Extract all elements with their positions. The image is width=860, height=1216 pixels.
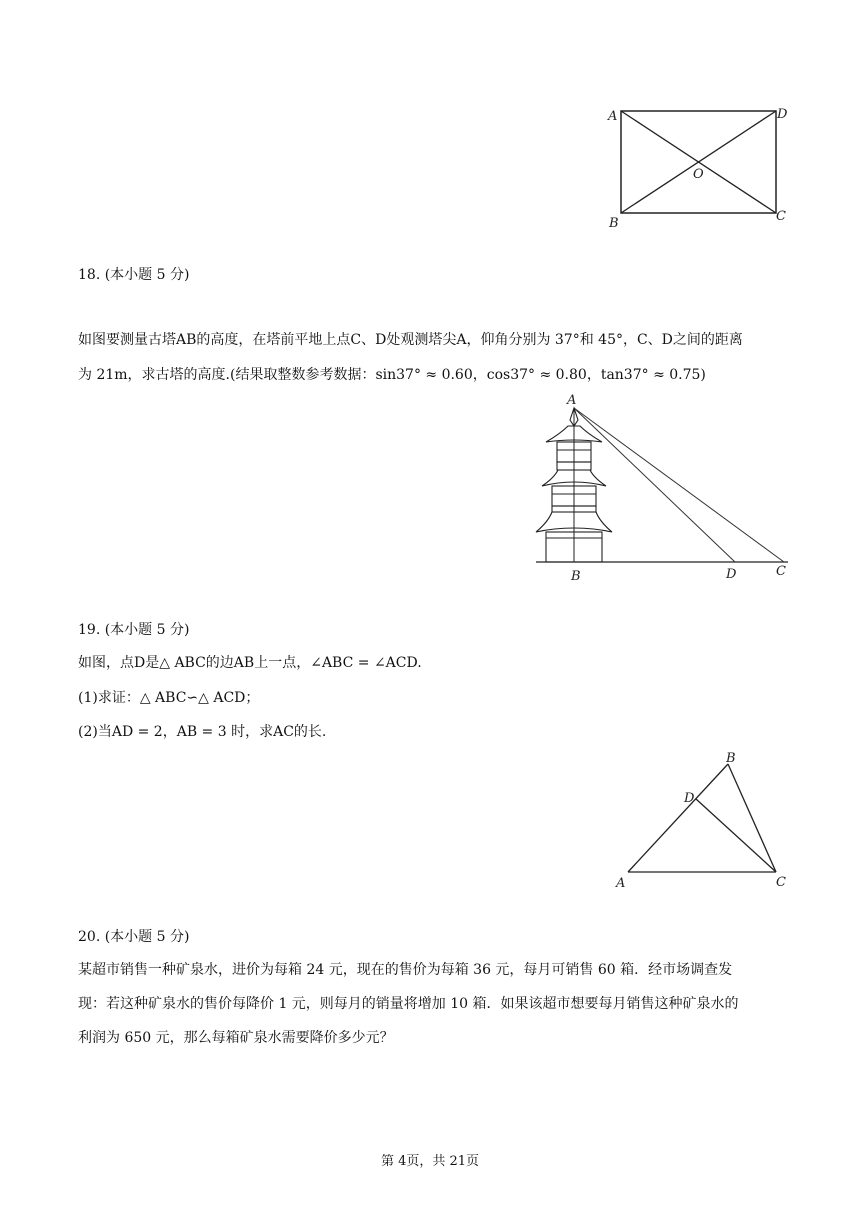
- label-c: C: [776, 209, 786, 224]
- label-o: O: [693, 167, 704, 182]
- segment-cd: [696, 799, 776, 872]
- q20-text-line2: 现：若这种矿泉水的售价每降价 1 元，则每月的销量将增加 10 箱．如果该超市想要每月销售这种矿泉水的: [78, 996, 739, 1012]
- q19-header: 19. (本小题 5 分): [78, 622, 190, 638]
- q18-text-line1: 如图要测量古塔AB的高度，在塔前平地上点C、D处观测塔尖A，仰角分别为 37°和 45°，C、D之间的距离: [78, 332, 743, 348]
- label-b: B: [726, 751, 736, 766]
- label-c: C: [776, 875, 786, 890]
- label-d: D: [777, 107, 788, 122]
- label-d: D: [726, 567, 737, 582]
- label-c: C: [776, 564, 786, 579]
- label-b: B: [609, 216, 619, 231]
- q19-text-line1: 如图，点D是△ ABC的边AB上一点，∠ABC = ∠ACD.: [78, 655, 422, 671]
- label-b: B: [571, 569, 581, 584]
- page-footer: 第 4页，共 21页: [380, 1154, 480, 1169]
- sight-line-ad: [574, 408, 735, 562]
- q19-part1: (1)求证：△ ABC∽△ ACD；: [78, 690, 260, 706]
- q20-text-line1: 某超市销售一种矿泉水，进价为每箱 24 元，现在的售价为每箱 36 元，每月可销售 60 箱．经市场调查发: [78, 962, 733, 978]
- label-a: A: [608, 109, 618, 124]
- q20-text-line3: 利润为 650 元，那么每箱矿泉水需要降价多少元？: [78, 1030, 394, 1046]
- label-a: A: [567, 393, 577, 408]
- q18-text-line2: 为 21m，求古塔的高度.(结果取整数参考数据：sin37° ≈ 0.60，cos37° ≈ 0.80，tan37° ≈ 0.75): [78, 367, 706, 383]
- side-ab: [628, 764, 728, 872]
- triangle-figure: [608, 742, 798, 892]
- label-d: D: [684, 791, 695, 806]
- side-bc: [728, 764, 776, 872]
- q19-part2: (2)当AD = 2，AB = 3 时，求AC的长.: [78, 724, 327, 740]
- q18-header: 18. (本小题 5 分): [78, 267, 190, 283]
- q20-header: 20. (本小题 5 分): [78, 929, 190, 945]
- pagoda-figure: [530, 390, 800, 590]
- label-a: A: [616, 876, 626, 891]
- rectangle-figure: [600, 100, 800, 235]
